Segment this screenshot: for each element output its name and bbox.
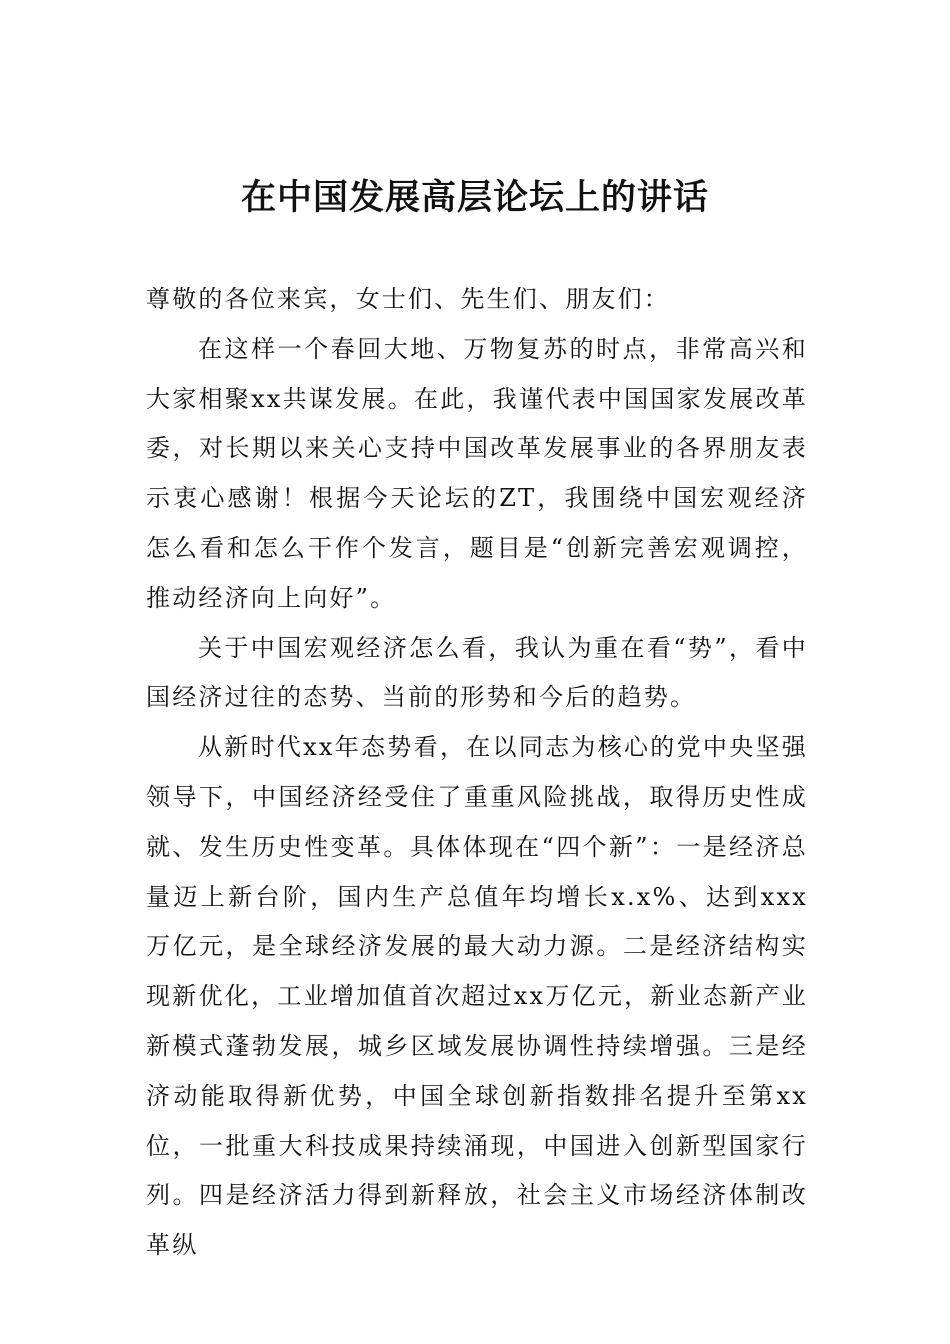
paragraph-3: 从新时代xx年态势看，在以同志为核心的党中央坚强领导下，中国经济经受住了重重风险挑战，取得历史性成就、发生历史性变革。具体体现在“四个新”：一是经济总量迈上新台阶，国内生产总值年均增长x.x%、达到xxx万亿元，是全球经济发展的最大动力源。二是经济结构实现新优化，工业增加值首次超过xx万亿元，新业态新产业新模式蓬勃发展，城乡区域发展协调性持续增强。三是经济动能取得新优势，中国全球创新指数排名提升至第xx位，一批重大科技成果持续涌现，中国进入创新型国家行列。四是经济活力得到新释放，社会主义市场经济体制改革纵 — [146, 733, 808, 1260]
document-title: 在中国发展高层论坛上的讲话 — [240, 177, 709, 218]
paragraph-1: 在这样一个春回大地、万物复苏的时点，非常高兴和大家相聚xx共谋发展。在此，我谨代表中国国家发展改革委，对长期以来关心支持中国改革发展事业的各界朋友表示衷心感谢！根据今天论坛的ZT，我围绕中国宏观经济怎么看和怎么干作个发言，题目是“创新完善宏观调控，推动经济向上向好”。 — [146, 334, 808, 612]
salutation: 尊敬的各位来宾，女士们、先生们、朋友们： — [146, 285, 670, 313]
paragraph-2: 关于中国宏观经济怎么看，我认为重在看“势”，看中国经济过往的态势、当前的形势和今后的趋势。 — [146, 633, 808, 712]
document-body — [146, 275, 808, 1271]
